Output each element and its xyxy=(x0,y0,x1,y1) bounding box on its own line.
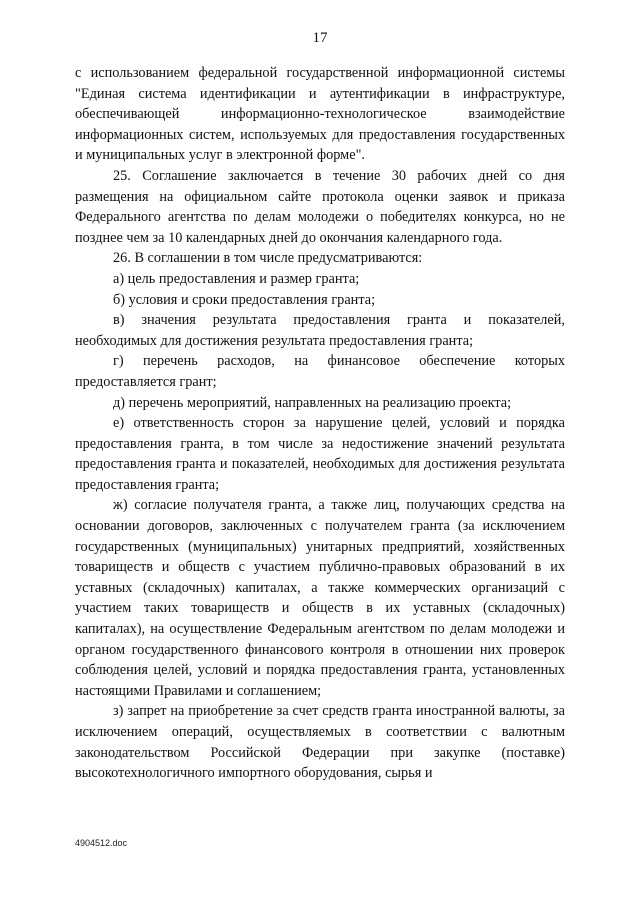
list-item-e: е) ответственность сторон за нарушение целей, условий и порядка предоставления гранта, в том числе за недостижение значений результата предоставления гранта и показателей, необходимых для достижения результата предоставления гранта; xyxy=(75,415,565,493)
document-body xyxy=(75,63,565,784)
list-item-z: з) запрет на приобретение за счет средств гранта иностранной валюты, за исключением операций, осуществляемых в соответствии с валютным законодательством Российской Федерации при закупке (поставке) высокотехнологичного импортного оборудования, сырья и xyxy=(75,703,565,782)
list-item-zh: ж) согласие получателя гранта, а также лиц, получающих средства на основании договоров, заключенных с получателем гранта (за исключением государственных (муниципальных) унитарных предприятий, хозяйственных товариществ и обществ с участием публично-правовых образований в их уставных (складочных) капиталах, а также коммерческих организаций с участием таких товариществ и обществ в их уставных (складочных) капиталах), на осуществление Федеральным агентством по делам молодежи и органом государственного финансового контроля в отношении них проверок соблюдения целей, условий и порядка предоставления гранта, установленных настоящими Правилами и соглашением; xyxy=(75,497,565,699)
list-item-v: в) значения результата предоставления гранта и показателей, необходимых для достижения результата предоставления гранта; xyxy=(75,312,565,349)
paragraph-continuation: с использованием федеральной государственной информационной системы "Единая система идентификации и аутентификации в инфраструктуре, обеспечивающей информационно-технологическое взаимодействие информационных систем, используемых для предоставления государственных и муниципальных услуг в электронной форме". xyxy=(75,65,565,164)
list-item-a: а) цель предоставления и размер гранта; xyxy=(113,270,360,287)
list-item-b: б) условия и сроки предоставления гранта; xyxy=(113,291,376,308)
page-number: 17 xyxy=(312,30,328,46)
list-item-d: д) перечень мероприятий, направленных на реализацию проекта; xyxy=(113,394,512,411)
paragraph-26: 26. В соглашении в том числе предусматриваются: xyxy=(113,250,423,267)
document-filename: 4904512.doc xyxy=(75,838,128,848)
paragraph-25: 25. Соглашение заключается в течение 30 рабочих дней со дня размещения на официальном сайте протокола оценки заявок и приказа Федерального агентства по делам молодежи о победителях конкурса, но не позднее чем за 10 календарных дней до окончания календарного года. xyxy=(75,167,565,246)
list-item-g: г) перечень расходов, на финансовое обеспечение которых предоставляется грант; xyxy=(75,353,565,390)
